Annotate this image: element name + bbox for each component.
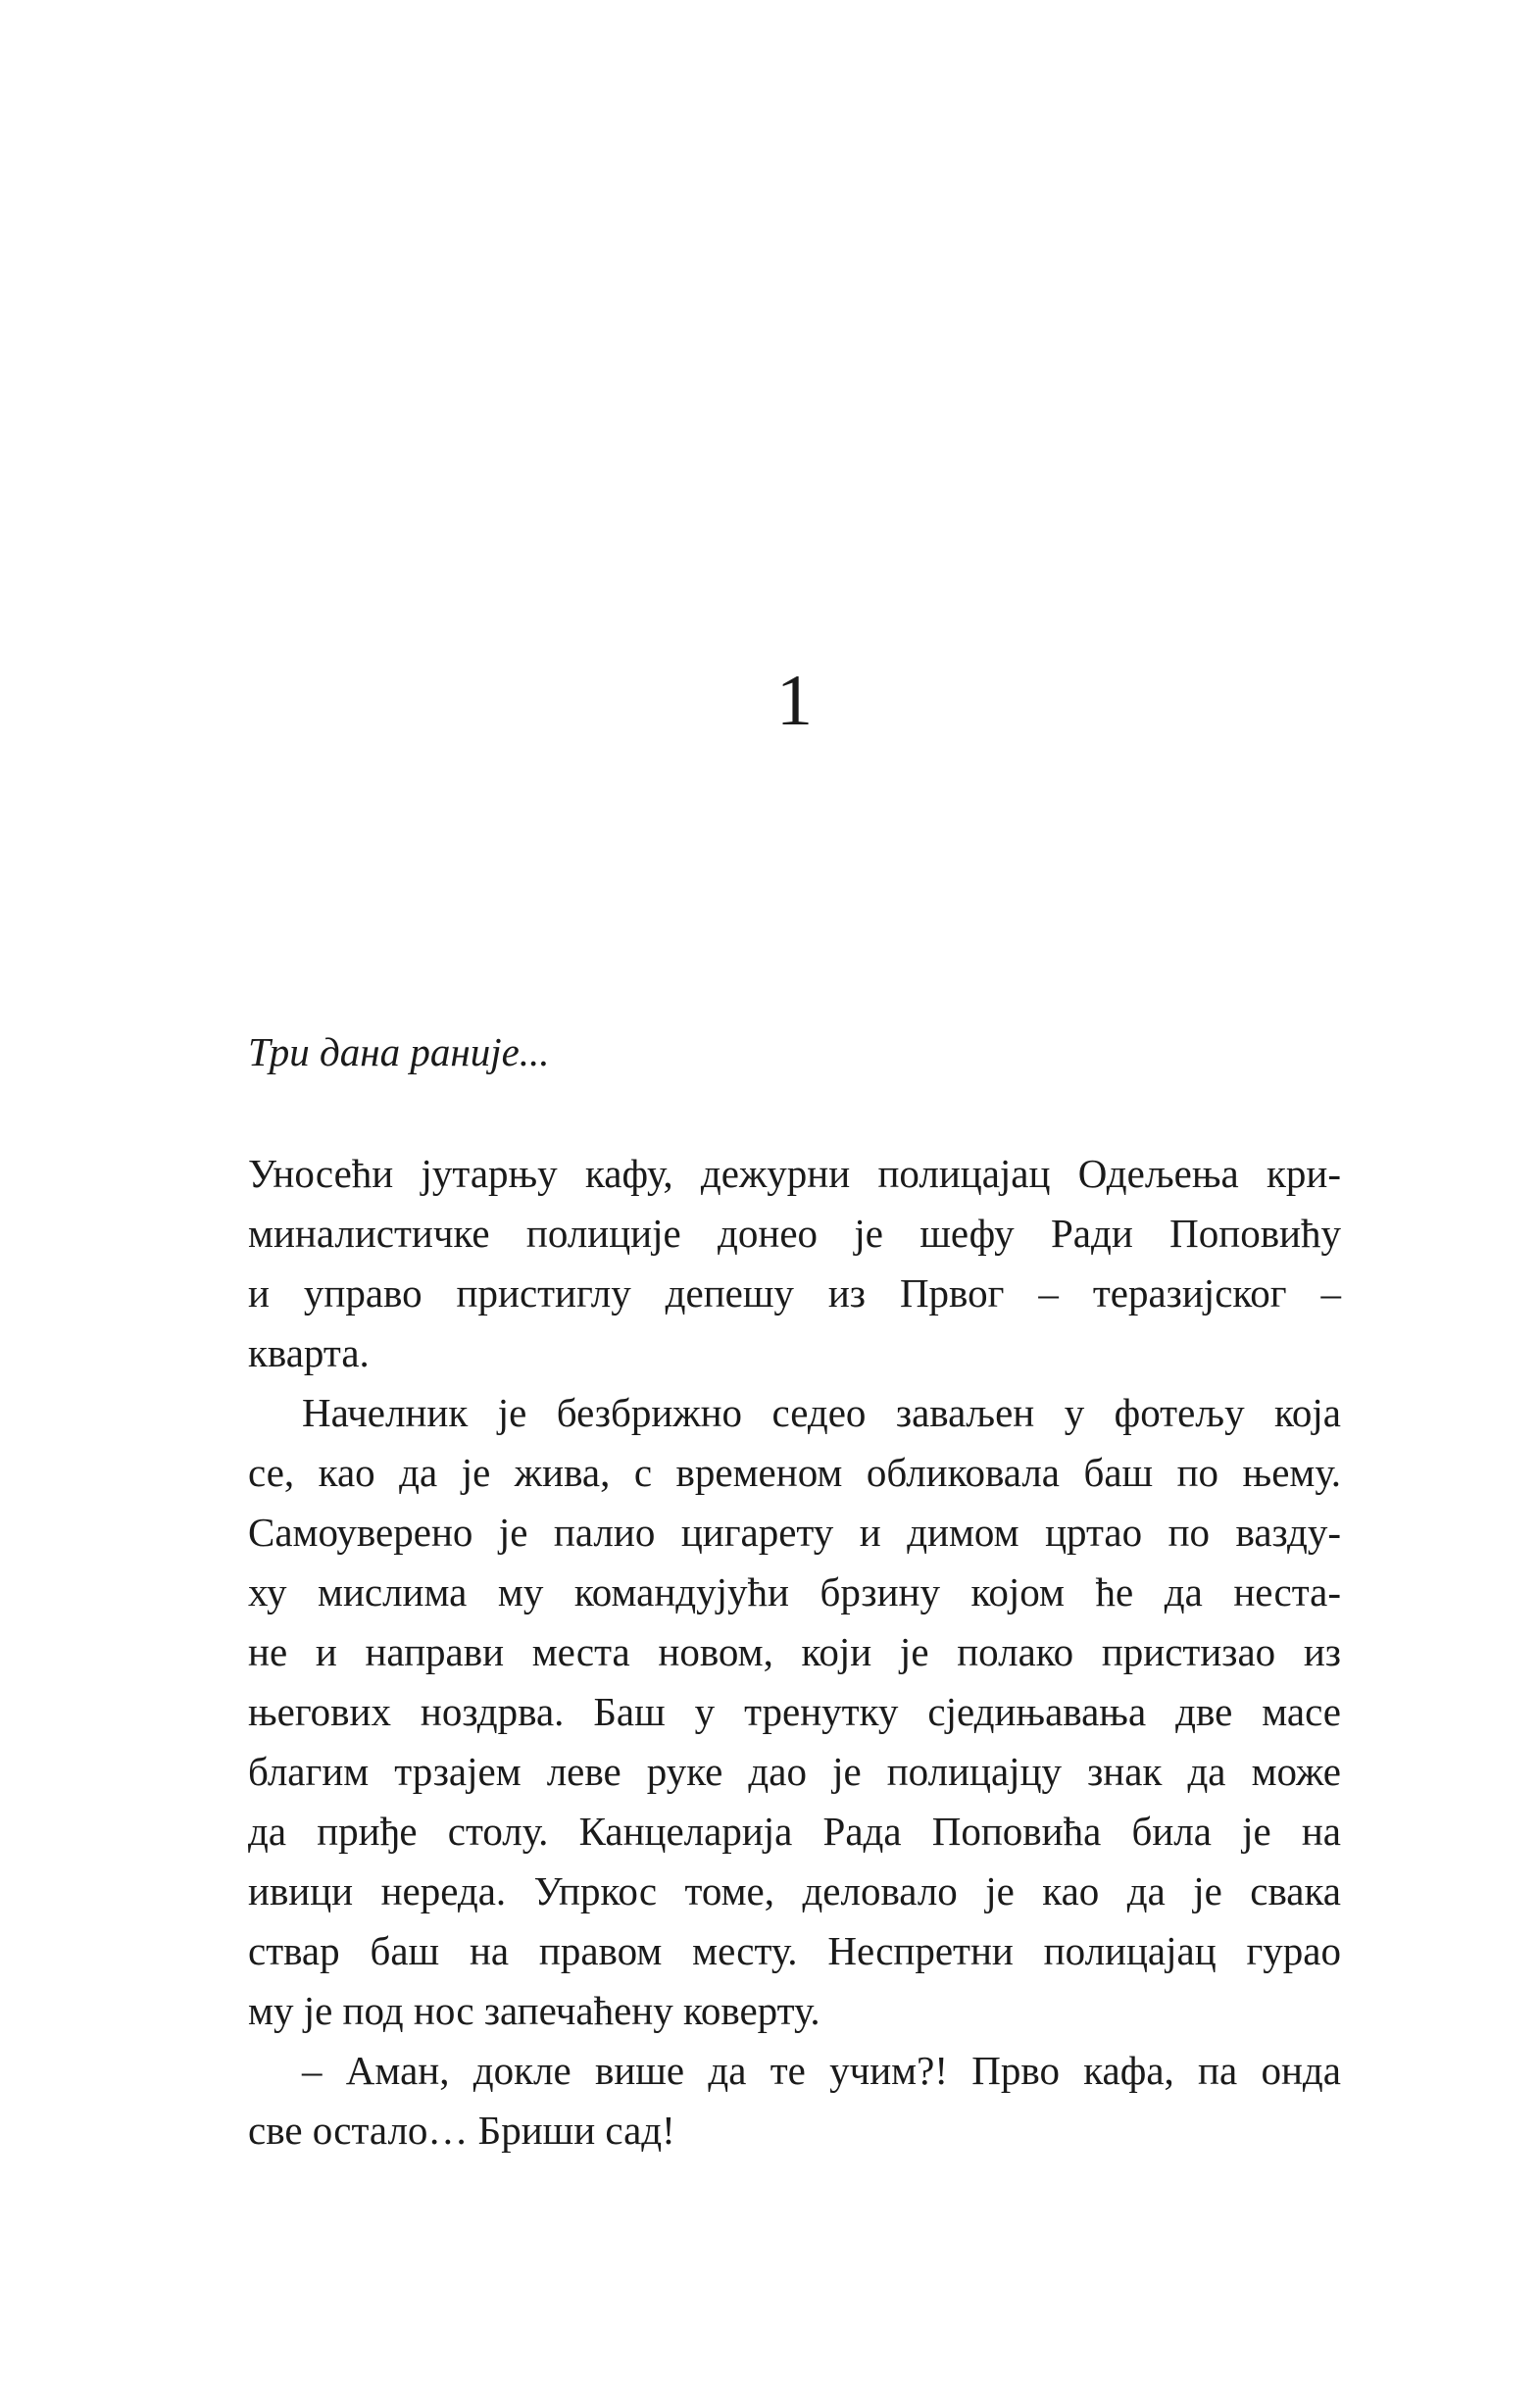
text-line: Самоуверено је палио цигарету и димом цртао по вазду-	[248, 1510, 1341, 1555]
body-text	[248, 1144, 1341, 2161]
text-line: и управо пристиглу депешу из Првог – теразијског –	[248, 1270, 1341, 1316]
text-line: миналистичке полиције донео је шефу Ради Поповићу	[248, 1211, 1341, 1256]
text-line: се, као да је жива, с временом обликовала баш по њему.	[248, 1450, 1341, 1495]
text-line: благим трзајем леве руке дао је полицајцу знак да може	[248, 1749, 1341, 1794]
text-line: да приђе столу. Канцеларија Рада Поповића била је на	[248, 1809, 1341, 1854]
text-line: – Аман, докле више да те учим?! Прво кафа, па онда	[302, 2048, 1341, 2093]
text-line: му је под нос запечаћену коверту.	[248, 1988, 820, 2033]
text-line: ивици нереда. Упркос томе, деловало је као да је свака	[248, 1868, 1341, 1913]
paragraph	[248, 1144, 1341, 1383]
paragraph	[248, 1383, 1341, 2041]
text-line: ствар баш на правом месту. Неспретни полицајац гурао	[248, 1928, 1341, 1973]
text-line: његових ноздрва. Баш у тренутку сједињавања две масе	[248, 1689, 1341, 1734]
text-line: не и направи места новом, који је полако пристизао из	[248, 1629, 1341, 1674]
text-line: Начелник је безбрижно седео заваљен у фотељу која	[302, 1390, 1341, 1435]
dateline: Три дана раније...	[248, 1029, 550, 1074]
text-line: ху мислима му командујући брзину којом ће да неста-	[248, 1569, 1341, 1615]
text-line: све остало… Бриши сад!	[248, 2108, 675, 2153]
chapter-number: 1	[776, 661, 813, 741]
text-line: Уносећи јутарњу кафу, дежурни полицајац Одељења кри-	[248, 1151, 1341, 1196]
paragraph	[248, 2041, 1341, 2161]
text-line: кварта.	[248, 1330, 370, 1375]
